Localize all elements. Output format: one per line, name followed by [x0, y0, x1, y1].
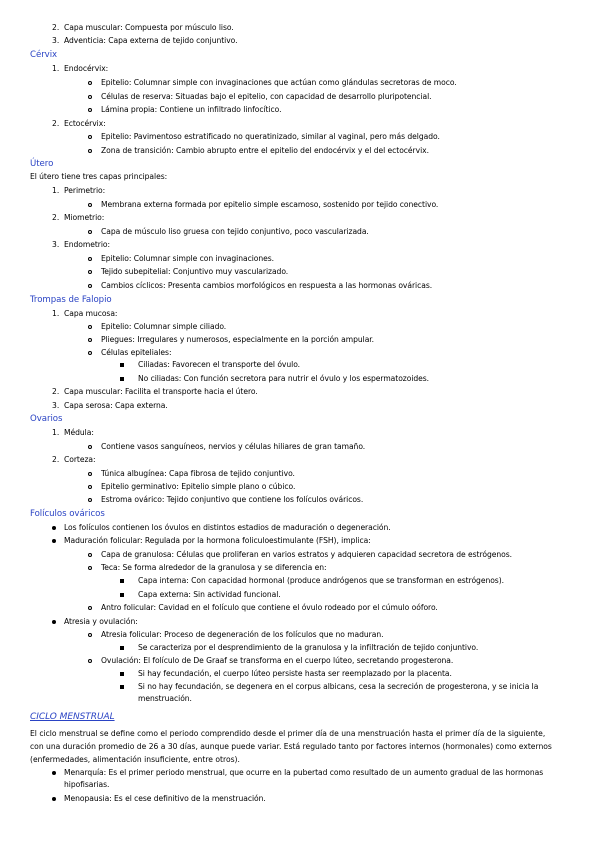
list-item-text: Capa muscular: Facilita el transporte hacia el útero. [64, 387, 258, 396]
list-item-text: Menarquía: Es el primer periodo menstrual, que ocurre en la pubertad como resultado de un aumento gradual de las hormonas [64, 768, 544, 777]
list-item-text: Si no hay fecundación, se degenera en el corpus albicans, cesa la secreción de progesterona, y se inicia la [138, 682, 539, 691]
list-number: 1. [52, 309, 60, 318]
bullet-circle [88, 485, 92, 489]
list-number: 2. [52, 387, 60, 396]
bullet-circle [88, 633, 92, 637]
bullet-circle [88, 498, 92, 502]
list-number: 3. [52, 240, 60, 249]
list-item-text: Epitelio germinativo: Epitelio simple plano o cúbico. [101, 482, 296, 491]
bullet-circle [88, 270, 92, 274]
list-item-text: Endocérvix: [64, 64, 109, 73]
list-item-text: Adventicia: Capa externa de tejido conjuntivo. [64, 36, 238, 45]
list-item-text: Epitelio: Columnar simple con invaginaciones que actúan como glándulas secretoras de moco. [101, 78, 457, 87]
list-item-text: Lámina propia: Contiene un infiltrado linfocítico. [101, 105, 282, 114]
section-heading: Ovarios [30, 414, 63, 424]
list-number: 1. [52, 64, 60, 73]
list-item-text: Ovulación: El folículo de De Graaf se transforma en el cuerpo lúteo, secretando progesterona. [101, 656, 454, 665]
list-item-text: Ciliadas: Favorecen el transporte del óvulo. [138, 360, 301, 369]
bullet-circle [88, 81, 92, 85]
bullet-circle [88, 606, 92, 610]
list-item-text: Corteza: [64, 455, 96, 464]
list-item-text: Epitelio: Pavimentoso estratificado no queratinizado, similar al vaginal, pero más delgado. [101, 132, 440, 141]
list-item-text: Capa externa: Sin actividad funcional. [138, 590, 281, 599]
bullet-dot [52, 620, 56, 624]
bullet-square [120, 685, 124, 689]
list-item-text: Células de reserva: Situadas bajo el epitelio, con capacidad de desarrollo pluripotencial. [101, 92, 432, 101]
bullet-circle [88, 472, 92, 476]
list-item-text: hipofisarias. [64, 780, 110, 789]
list-item-text: Teca: Se forma alrededor de la granulosa y se diferencia en: [101, 563, 327, 572]
list-item-text: Pliegues: Irregulares y numerosos, especialmente en la porción ampular. [101, 335, 375, 344]
bullet-dot [52, 771, 56, 775]
list-item-text: Los folículos contienen los óvulos en distintos estadios de maduración o degeneración. [64, 523, 391, 532]
list-number: 2. [52, 119, 60, 128]
list-item-text: Capa mucosa: [64, 309, 118, 318]
list-number: 1. [52, 428, 60, 437]
list-number: 2. [52, 23, 60, 32]
list-item-text: Atresia y ovulación: [64, 617, 138, 626]
bullet-square [120, 579, 124, 583]
list-item-text: Atresia folicular: Proceso de degeneración de los folículos que no maduran. [101, 630, 384, 639]
section-heading: Trompas de Falopio [30, 295, 112, 305]
section-heading: Folículos ováricos [30, 509, 105, 519]
bullet-circle [88, 108, 92, 112]
list-item-text: Ectocérvix: [64, 119, 106, 128]
bullet-circle [88, 149, 92, 153]
section-heading: Cérvix [30, 50, 58, 60]
paragraph-line: El ciclo menstrual se define como el periodo comprendido desde el primer día de una menstruación hasta el primer día de la siguiente, [30, 729, 546, 738]
list-item-text: Capa interna: Con capacidad hormonal (produce andrógenos que se transforman en estrógenos). [138, 576, 504, 585]
bullet-square [120, 646, 124, 650]
bullet-circle [88, 445, 92, 449]
bullet-circle [88, 325, 92, 329]
list-item-text: Capa muscular: Compuesta por músculo liso. [64, 23, 234, 32]
bullet-square [120, 363, 124, 367]
bullet-circle [88, 95, 92, 99]
bullet-square [120, 377, 124, 381]
list-item-text: Zona de transición: Cambio abrupto entre el epitelio del endocérvix y el del ectocérvix. [101, 146, 429, 155]
section-heading: Útero [30, 159, 54, 169]
list-number: 3. [52, 36, 60, 45]
list-number: 2. [52, 455, 60, 464]
bullet-dot [52, 526, 56, 530]
list-item-text: Endometrio: [64, 240, 111, 249]
section-heading: CICLO MENSTRUAL [30, 712, 115, 722]
bullet-circle [88, 257, 92, 261]
bullet-circle [88, 284, 92, 288]
list-item-text: Epitelio: Columnar simple con invaginaciones. [101, 254, 275, 263]
bullet-circle [88, 553, 92, 557]
list-item-text: Capa de músculo liso gruesa con tejido conjuntivo, poco vascularizada. [101, 227, 369, 236]
paragraph-line: (enfermedades, alimentación insuficiente, entre otros). [30, 755, 240, 764]
bullet-circle [88, 566, 92, 570]
list-item-text: Estroma ovárico: Tejido conjuntivo que contiene los folículos ováricos. [101, 495, 364, 504]
list-number: 2. [52, 213, 60, 222]
list-item-text: El útero tiene tres capas principales: [30, 172, 168, 181]
list-item-text: Epitelio: Columnar simple ciliado. [101, 322, 227, 331]
bullet-dot [52, 539, 56, 543]
list-item-text: Médula: [64, 428, 94, 437]
list-item-text: Contiene vasos sanguíneos, nervios y células hiliares de gran tamaño. [101, 442, 366, 451]
list-item-text: Maduración folicular: Regulada por la hormona foliculoestimulante (FSH), implica: [64, 536, 371, 545]
list-item-text: Menopausia: Es el cese definitivo de la menstruación. [64, 794, 266, 803]
list-item-text: Miometrio: [64, 213, 105, 222]
paragraph-line: con una duración promedio de 26 a 30 días, aunque puede variar. Está regulado tanto por factores internos (hormonales) como externos [30, 742, 552, 751]
bullet-circle [88, 338, 92, 342]
list-item-text: Si hay fecundación, el cuerpo lúteo persiste hasta ser reemplazado por la placenta. [138, 669, 452, 678]
list-item-text: Capa serosa: Capa externa. [64, 401, 168, 410]
bullet-circle [88, 659, 92, 663]
bullet-dot [52, 797, 56, 801]
list-item-text: Túnica albugínea: Capa fibrosa de tejido conjuntivo. [101, 469, 295, 478]
bullet-circle [88, 230, 92, 234]
bullet-square [120, 593, 124, 597]
list-number: 3. [52, 401, 60, 410]
bullet-circle [88, 203, 92, 207]
bullet-circle [88, 351, 92, 355]
bullet-circle [88, 135, 92, 139]
bullet-square [120, 672, 124, 676]
list-item-text: Cambios cíclicos: Presenta cambios morfológicos en respuesta a las hormonas ováricas. [101, 281, 433, 290]
list-item-text: Células epiteliales: [101, 348, 172, 357]
list-item-text: No ciliadas: Con función secretora para nutrir el óvulo y los espermatozoides. [138, 374, 430, 383]
list-number: 1. [52, 186, 60, 195]
list-item-text: Antro folicular: Cavidad en el folículo que contiene el óvulo rodeado por el cúmulo oóforo. [101, 603, 438, 612]
list-item-text: Se caracteriza por el desprendimiento de la granulosa y la infiltración de tejido conjuntivo. [138, 643, 479, 652]
list-item-text: Tejido subepitelial: Conjuntivo muy vascularizado. [101, 267, 289, 276]
list-item-text: Membrana externa formada por epitelio simple escamoso, sostenido por tejido conectivo. [101, 200, 439, 209]
list-item-text: Perimetrio: [64, 186, 106, 195]
list-item-text: Capa de granulosa: Células que proliferan en varios estratos y adquieren capacidad secretora de estrógenos. [101, 550, 512, 559]
list-item-text: menstruación. [138, 694, 192, 703]
